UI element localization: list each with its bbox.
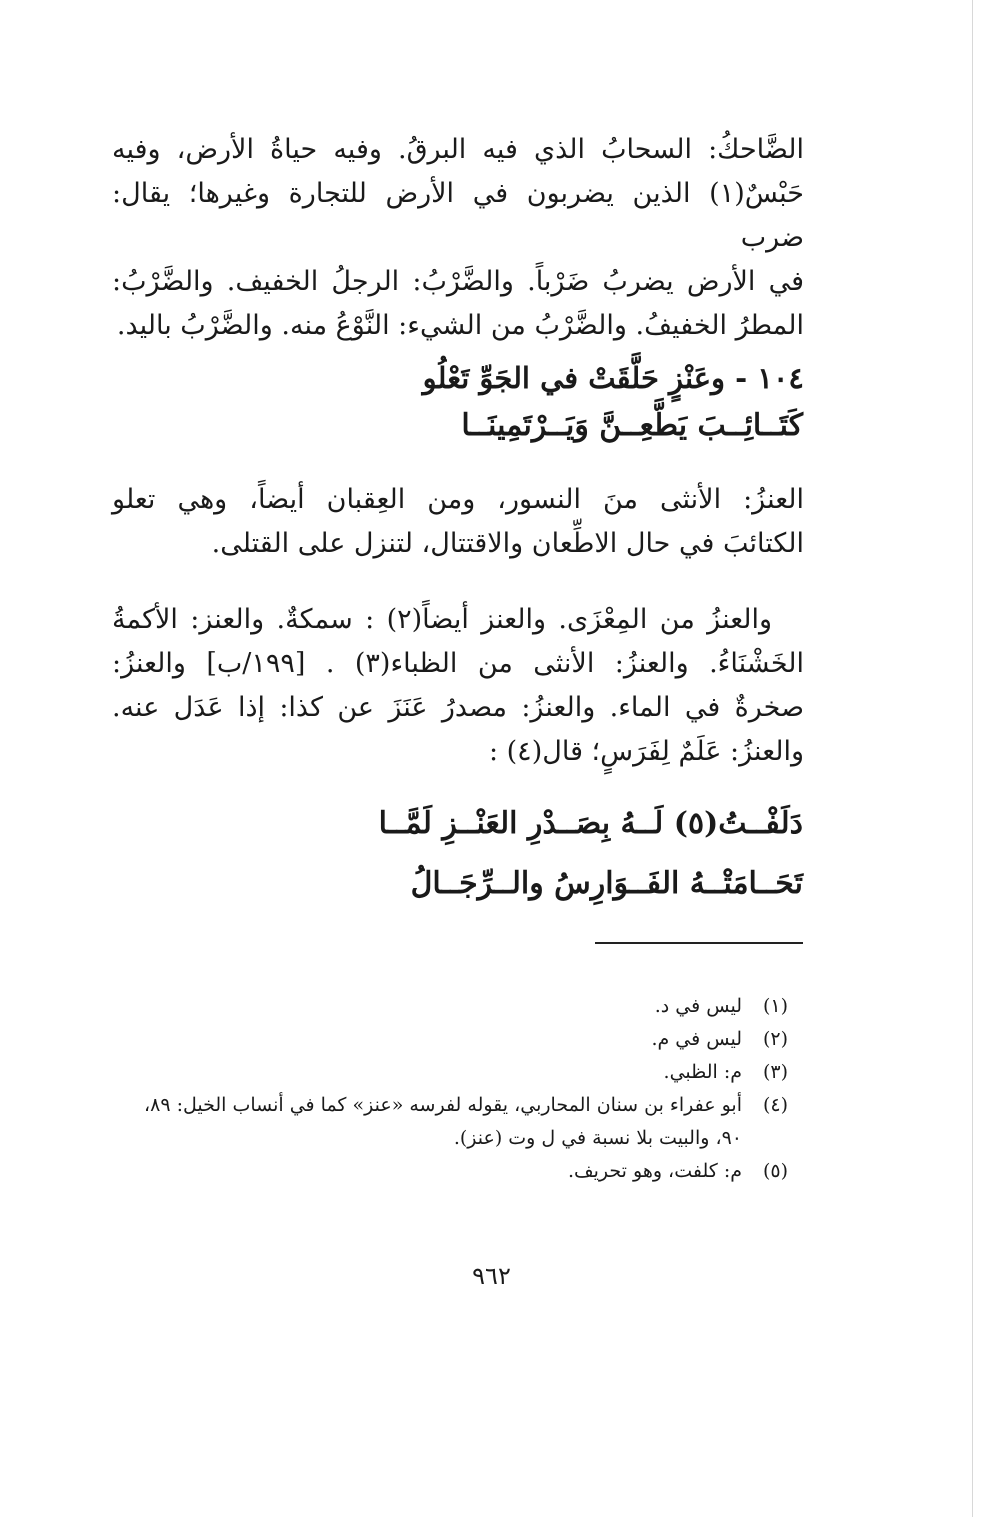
footnote-text: ليس في د.: [654, 995, 742, 1017]
footnote-text: ليس في م.: [651, 1028, 742, 1050]
footnote-text: أبو عفراء بن سنان المحاربي، يقوله لفرسه «عنز» كما في أنساب الخيل: ٨٩،: [143, 1094, 742, 1116]
verse-line-3: تَحَــامَتْــهُ الفَــوَارِسُ والــرِّجَــالُ: [410, 866, 803, 901]
verse-line-2: دَلَفْــتُ(٥) لَــهُ بِصَــدْرِ العَنْــزِ لَمَّــا: [378, 806, 803, 841]
footnote-number: (١): [762, 995, 788, 1017]
paragraph-1: [112, 128, 804, 348]
page-number: ٩٦٢: [472, 1262, 511, 1290]
footnote-number: (٤): [762, 1094, 788, 1116]
footnote-text: م: الظبي.: [663, 1061, 742, 1083]
verse-heading: ١٠٤ - وعَنْزٍ حَلَّقَتْ في الجَوِّ تَعْلُو: [422, 361, 804, 395]
paragraph-line: والعنزُ: عَلَمٌ لِفَرَسٍ؛ قال(٤) :: [488, 736, 804, 767]
footnote: [112, 1155, 804, 1188]
footnote: [112, 1089, 804, 1122]
paragraph-line: والعنزُ من المِعْزَى. والعنز أيضاً(٢) : سمكةٌ. والعنز: الأكمةُ: [112, 604, 773, 635]
verse-line-1: كَتَــائِــبَ يَطَّعِــنَّ وَيَــرْتَمِينَــا: [461, 408, 803, 443]
footnote-continuation: [112, 1122, 804, 1155]
paragraph-line: حَبْسٌ(١) الذين يضربون في الأرض للتجارة وغيرها؛ يقال: ضرب: [112, 178, 804, 253]
footnote-separator: [595, 942, 803, 944]
footnotes: [112, 990, 804, 1188]
paragraph-line: صخرةٌ في الماء. والعنزُ: مصدرُ عَنَزَ عن كذا: إذا عَدَل عنه.: [112, 692, 804, 723]
footnote-number: (٥): [762, 1160, 788, 1182]
footnote: [112, 1056, 804, 1089]
paragraph-line: الخَشْنَاءُ. والعنزُ: الأنثى من الظباء(٣) . [١٩٩/ب] والعنزُ:: [112, 648, 804, 679]
footnote: [112, 990, 804, 1023]
footnote: [112, 1023, 804, 1056]
footnote-number: (٣): [762, 1061, 788, 1083]
paragraph-line: الضَّاحكُ: السحابُ الذي فيه البرقُ. وفيه حياةُ الأرض، وفيه: [112, 134, 804, 165]
paragraph-line: العنزُ: الأنثى منَ النسور، ومن العِقبان أيضاً، وهي تعلو: [112, 484, 804, 515]
footnote-number: (٢): [762, 1028, 788, 1050]
paragraph-3: [112, 598, 804, 774]
paragraph-line: المطرُ الخفيفُ. والضَّرْبُ من الشيء: النَّوْعُ منه. والضَّرْبُ باليد.: [116, 310, 804, 341]
paragraph-2: [112, 478, 804, 566]
footnote-text: م: كلفت، وهو تحريف.: [567, 1160, 742, 1182]
footnote-text: ٩٠، والبيت بلا نسبة في ل وت (عنز).: [453, 1127, 742, 1149]
paragraph-line: في الأرض يضربُ ضَرْباً. والضَّرْبُ: الرجلُ الخفيف. والضَّرْبُ:: [112, 266, 804, 297]
paragraph-line: الكتائبَ في حال الاطِّعان والاقتتال، لتنزل على القتلى.: [211, 528, 804, 559]
